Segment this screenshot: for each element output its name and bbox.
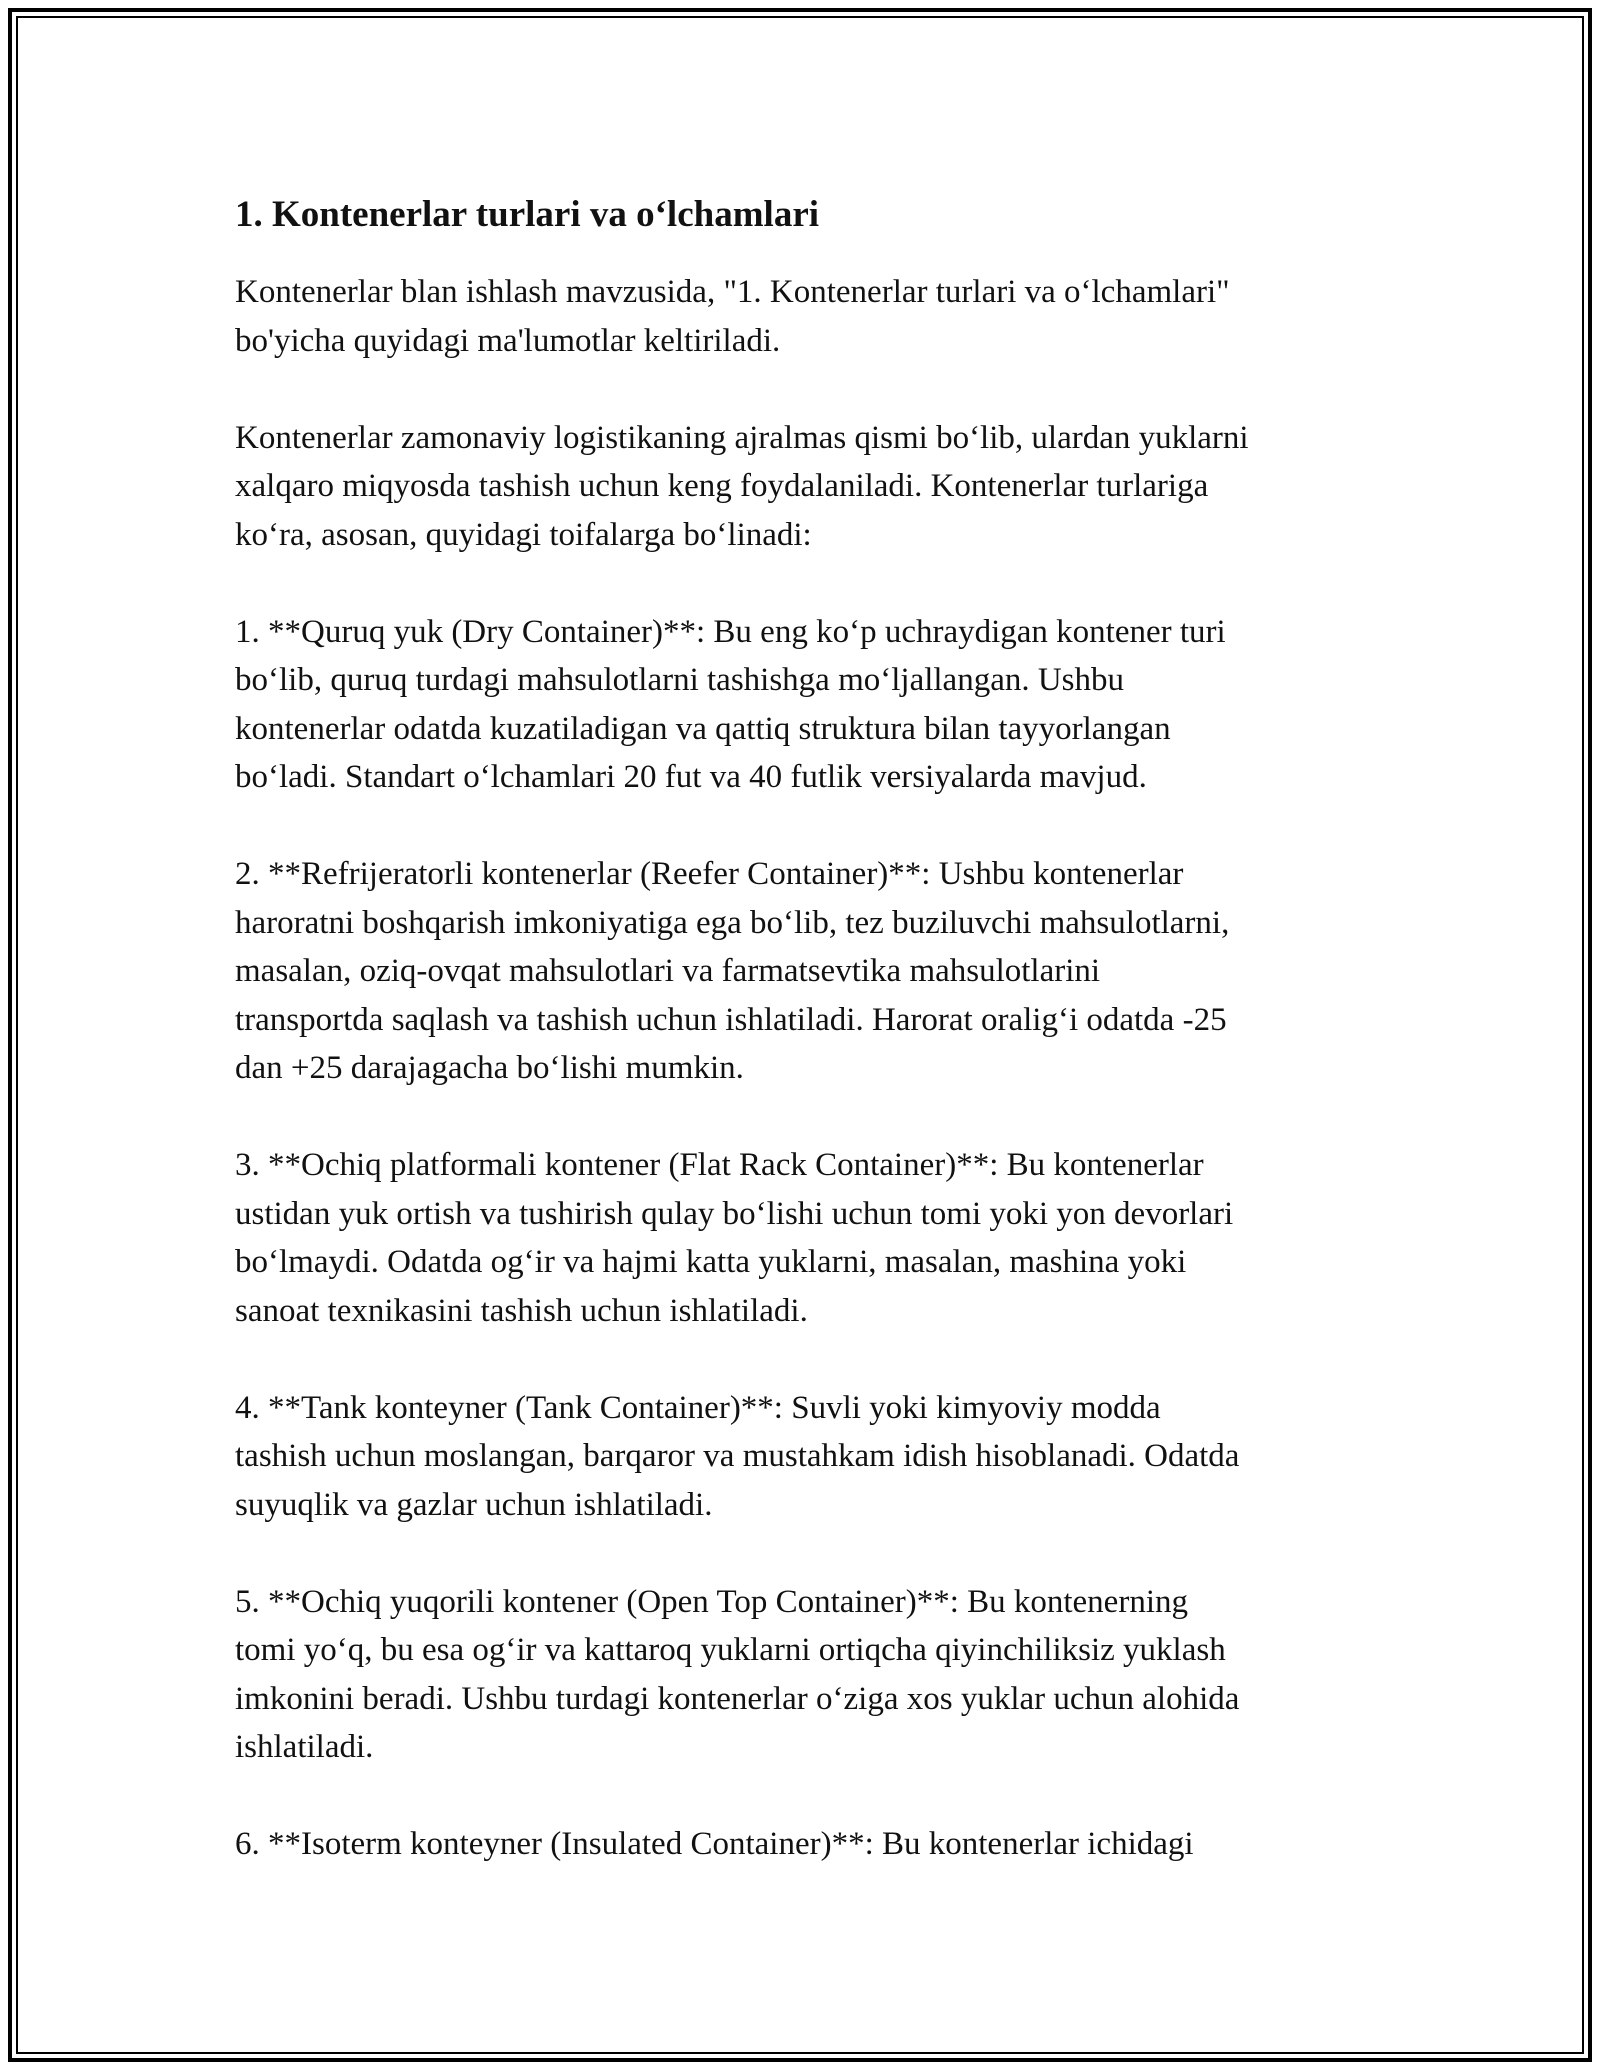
document-title: 1. Kontenerlar turlari va o‘lchamlari <box>235 194 820 235</box>
list-item-dry-container: 1. **Quruq yuk (Dry Container)**: Bu eng ko‘p uchraydigan kontener turi bo‘lib, quruq turdagi mahsulotlarni tashishga mo‘ljallangan. Ushbu kontenerlar odatda kuzatiladigan va qattiq struktura bilan tayyorlangan bo‘ladi. Standart o‘lchamlari 20 fut va 40 futlik versiyalarda mavjud. <box>235 613 1226 795</box>
list-item-insulated-container: 6. **Isoterm konteyner (Insulated Container)**: Bu kontenerlar ichidagi <box>235 1826 1194 1862</box>
intro-paragraph: Kontenerlar blan ishlash mavzusida, "1. Kontenerlar turlari va o‘lchamlari" bo'yicha quyidagi ma'lumotlar keltiriladi. <box>235 274 1230 359</box>
list-item-reefer-container: 2. **Refrijeratorli kontenerlar (Reefer Container)**: Ushbu kontenerlar haroratni boshqarish imkoniyatiga ega bo‘lib, tez buziluvchi mahsulotlarni, masalan, oziq-ovqat mahsulotlari va farmatsevtika mahsulotlarini transportda saqlash va tashish uchun ishlatiladi. Harorat oralig‘i odatda -25 dan +25 darajagacha bo‘lishi mumkin. <box>235 856 1230 1086</box>
list-item-tank-container: 4. **Tank konteyner (Tank Container)**: Suvli yoki kimyoviy modda tashish uchun moslangan, barqaror va mustahkam idish hisoblanadi. Odatda suyuqlik va gazlar uchun ishlatiladi. <box>235 1389 1240 1523</box>
document-body <box>235 188 1365 1917</box>
list-item-open-top-container: 5. **Ochiq yuqorili kontener (Open Top Container)**: Bu kontenerning tomi yo‘q, bu esa og‘ir va kattaroq yuklarni ortiqcha qiyinchiliksiz yuklash imkonini beradi. Ushbu turdagi kontenerlar o‘ziga xos yuklar uchun alohida ishlatiladi. <box>235 1583 1240 1765</box>
list-item-flat-rack-container: 3. **Ochiq platformali kontener (Flat Rack Container)**: Bu kontenerlar ustidan yuk ortish va tushirish qulay bo‘lishi uchun tomi yoki yon devorlari bo‘lmaydi. Odatda og‘ir va hajmi katta yuklarni, masalan, mashina yoki sanoat texnikasini tashish uchun ishlatiladi. <box>235 1147 1234 1329</box>
overview-paragraph: Kontenerlar zamonaviy logistikaning ajralmas qismi bo‘lib, ulardan yuklarni xalqaro miqyosda tashish uchun keng foydalaniladi. Kontenerlar turlariga ko‘ra, asosan, quyidagi toifalarga bo‘linadi: <box>235 419 1249 553</box>
